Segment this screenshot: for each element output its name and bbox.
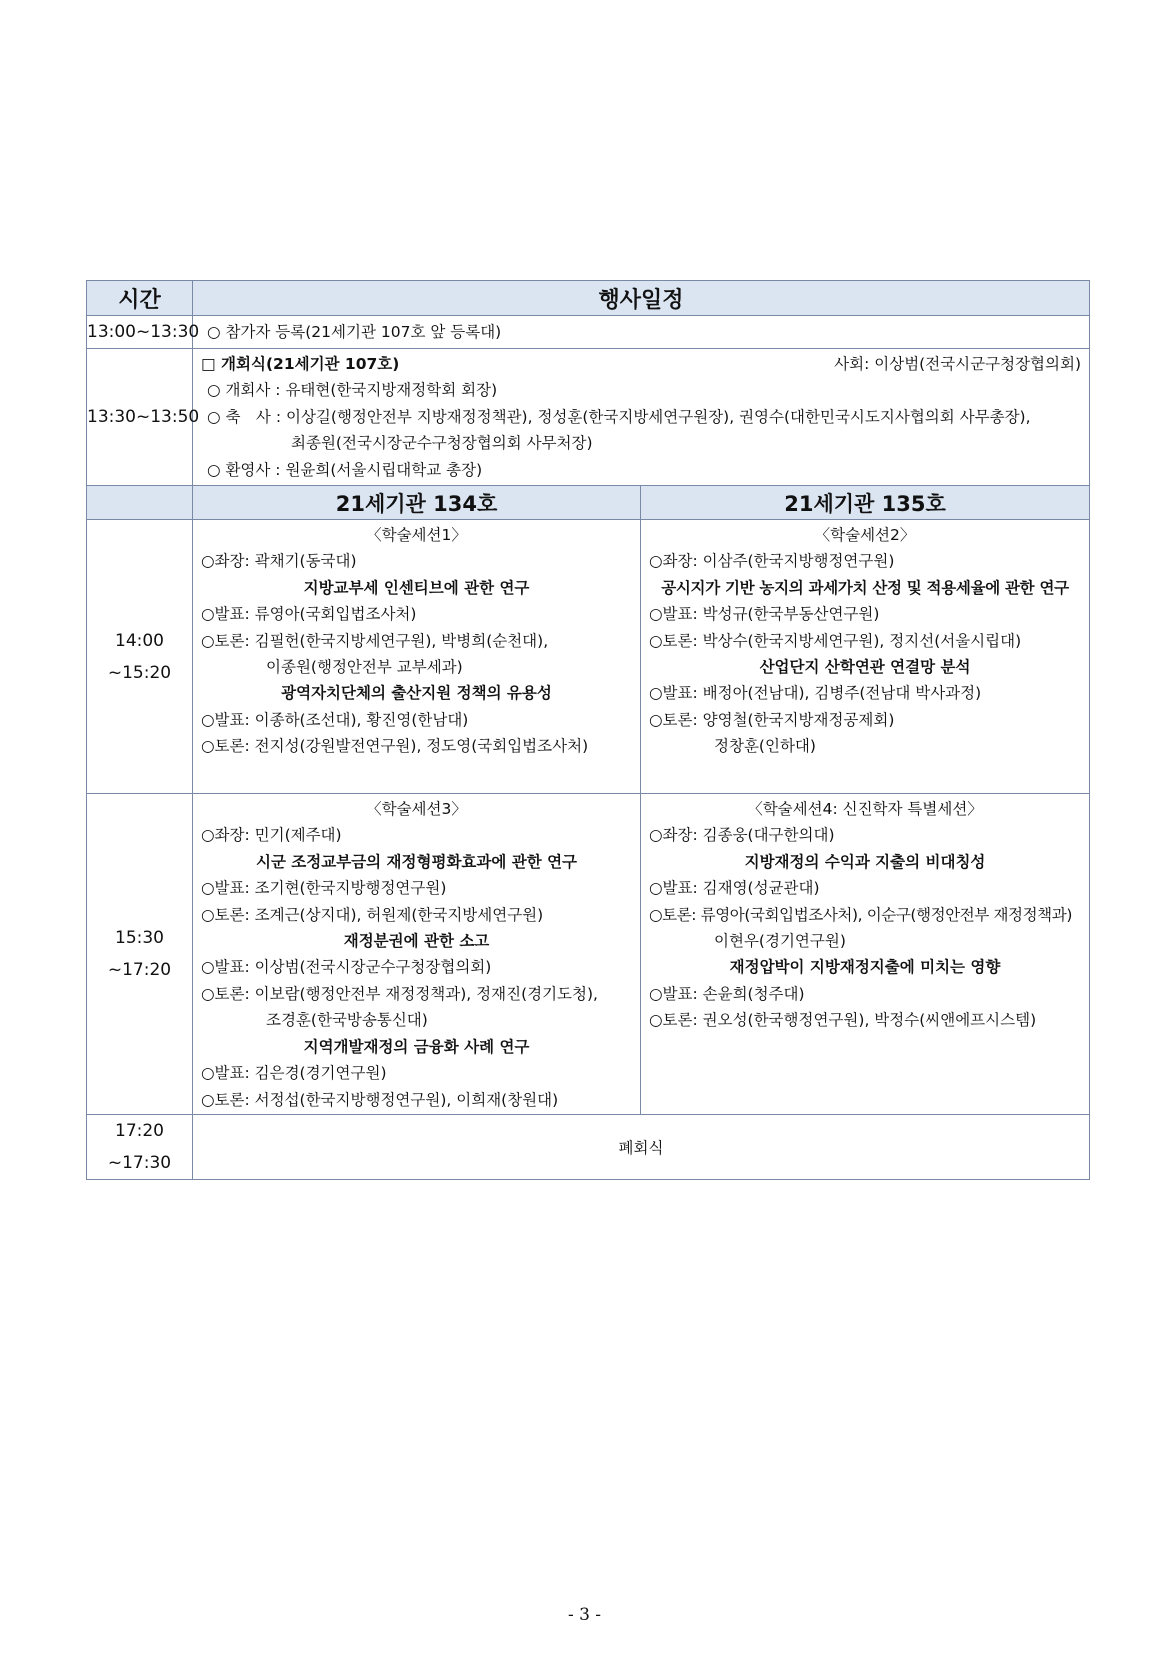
registration-cell bbox=[193, 316, 1090, 349]
room-left-header: 21세기관 134호 bbox=[193, 486, 641, 520]
closing-row bbox=[87, 1115, 1090, 1180]
opening-mc: 사회: 이상범(전국시군구청장협의회) bbox=[834, 355, 1082, 373]
session-presenter: ○발표: 손윤희(청주대) bbox=[649, 984, 805, 1003]
session-chair: ○좌장: 민기(제주대) bbox=[201, 826, 342, 845]
opening-row bbox=[87, 349, 1090, 486]
session3-cell bbox=[193, 794, 641, 1115]
page-number: - 3 - bbox=[567, 1605, 602, 1625]
block2-time-end: ~17:20 bbox=[107, 960, 172, 981]
opening-title-line bbox=[193, 351, 1089, 377]
session-topic: 재정분권에 관한 소고 bbox=[343, 932, 490, 951]
opening-line: ○ 축 사 : 이상길(행정안전부 지방재정정책관), 정성훈(한국지방세연구원장), 권영수(대한민국시도지사협의회 사무총장), bbox=[207, 407, 1031, 426]
session-presenter: ○발표: 김은경(경기연구원) bbox=[201, 1064, 387, 1083]
opening-line: ○ 개회사 : 유태현(한국지방재정학회 회장) bbox=[207, 381, 498, 400]
session-title: 〈학술세션3〉 bbox=[366, 800, 467, 819]
closing-cell: 폐회식 bbox=[193, 1115, 1090, 1180]
session-chair: ○좌장: 곽채기(동국대) bbox=[201, 552, 357, 571]
header-schedule: 행사일정 bbox=[193, 281, 1090, 316]
session-topic: 산업단지 산학연관 연결망 분석 bbox=[759, 658, 971, 677]
session-block-1 bbox=[87, 520, 1090, 794]
session-discussant: ○토론: 김필헌(한국지방세연구원), 박병희(순천대), bbox=[201, 631, 549, 650]
session-presenter: ○발표: 배정아(전남대), 김병주(전남대 박사과정) bbox=[649, 684, 982, 703]
registration-row bbox=[87, 316, 1090, 349]
session-topic: 광역자치단체의 출산지원 정책의 유용성 bbox=[281, 684, 552, 703]
session-discussant: ○토론: 양영철(한국지방재정공제회) bbox=[649, 710, 895, 729]
session-discussant: ○토론: 조계근(상지대), 허원제(한국지방세연구원) bbox=[201, 905, 544, 924]
opening-line: ○ 환영사 : 원윤희(서울시립대학교 총장) bbox=[207, 460, 483, 479]
block1-time-end: ~15:20 bbox=[107, 662, 172, 683]
session2-cell bbox=[641, 520, 1090, 794]
session-discussant: ○토론: 전지성(강원발전연구원), 정도영(국회입법조사처) bbox=[201, 737, 589, 756]
session-discussant: ○토론: 박상수(한국지방세연구원), 정지선(서울시립대) bbox=[649, 631, 1022, 650]
closing-time-start: 17:20 bbox=[115, 1121, 164, 1142]
session-block-2 bbox=[87, 794, 1090, 1115]
session-topic: 지방교부세 인센티브에 관한 연구 bbox=[303, 578, 530, 597]
closing-time bbox=[87, 1115, 193, 1180]
session-topic: 시군 조정교부금의 재정형평화효과에 관한 연구 bbox=[255, 852, 578, 871]
registration-text: ○ 참가자 등록(21세기관 107호 앞 등록대) bbox=[207, 322, 502, 341]
session-topic: 재정압박이 지방재정지출에 미치는 영향 bbox=[729, 958, 1001, 977]
room-header-blank bbox=[87, 486, 193, 520]
session-discussant: ○토론: 서정섭(한국지방행정연구원), 이희재(창원대) bbox=[201, 1090, 559, 1109]
opening-cell bbox=[193, 349, 1090, 486]
session-title: 〈학술세션4: 신진학자 특별세션〉 bbox=[747, 800, 983, 819]
session-presenter: ○발표: 이상범(전국시장군수구청장협의회) bbox=[201, 958, 492, 977]
session-discussant: ○토론: 이보람(행정안전부 재정정책과), 정재진(경기도청), bbox=[201, 984, 598, 1003]
session-presenter: ○발표: 김재영(성균관대) bbox=[649, 879, 820, 898]
session-discussant: 정창훈(인하대) bbox=[714, 737, 816, 756]
opening-title: □ 개회식(21세기관 107호) bbox=[201, 355, 400, 373]
block1-time bbox=[87, 520, 193, 794]
room-header-row bbox=[87, 486, 1090, 520]
session-presenter: ○발표: 류영아(국회입법조사처) bbox=[201, 605, 417, 624]
session-discussant: 이종원(행정안전부 교부세과) bbox=[266, 658, 463, 677]
session-presenter: ○발표: 박성규(한국부동산연구원) bbox=[649, 605, 880, 624]
block2-time bbox=[87, 794, 193, 1115]
header-time: 시간 bbox=[87, 281, 193, 316]
schedule-table bbox=[86, 280, 1090, 1180]
session-presenter: ○발표: 조기현(한국지방행정연구원) bbox=[201, 879, 447, 898]
header-row bbox=[87, 281, 1090, 316]
closing-time-end: ~17:30 bbox=[107, 1153, 172, 1174]
room-right-header: 21세기관 135호 bbox=[641, 486, 1090, 520]
block1-time-start: 14:00 bbox=[115, 630, 164, 651]
session-discussant: ○토론: 권오성(한국행정연구원), 박정수(씨앤에프시스템) bbox=[649, 1011, 1037, 1030]
session-topic: 지역개발재정의 금융화 사례 연구 bbox=[303, 1037, 530, 1056]
session-discussant: 조경훈(한국방송통신대) bbox=[266, 1011, 428, 1030]
session-title: 〈학술세션2〉 bbox=[814, 526, 916, 545]
session-discussant: 이현우(경기연구원) bbox=[714, 932, 846, 951]
session-chair: ○좌장: 이삼주(한국지방행정연구원) bbox=[649, 552, 895, 571]
session-title: 〈학술세션1〉 bbox=[366, 526, 467, 545]
session1-cell bbox=[193, 520, 641, 794]
session-discussant: ○토론: 류영아(국회입법조사처), 이순구(행정안전부 재정정책과) bbox=[649, 905, 1072, 924]
block2-time-start: 15:30 bbox=[115, 928, 164, 949]
session-topic: 지방재정의 수익과 지출의 비대칭성 bbox=[744, 852, 986, 871]
session4-cell bbox=[641, 794, 1090, 1115]
opening-time: 13:30~13:50 bbox=[87, 349, 193, 486]
session-presenter: ○발표: 이종하(조선대), 황진영(한남대) bbox=[201, 710, 469, 729]
opening-line: 최종원(전국시장군수구청장협의회 사무처장) bbox=[291, 434, 593, 453]
session-topic: 공시지가 기반 농지의 과세가치 산정 및 적용세율에 관한 연구 bbox=[661, 578, 1069, 597]
session-chair: ○좌장: 김종웅(대구한의대) bbox=[649, 826, 835, 845]
registration-time: 13:00~13:30 bbox=[87, 316, 193, 349]
